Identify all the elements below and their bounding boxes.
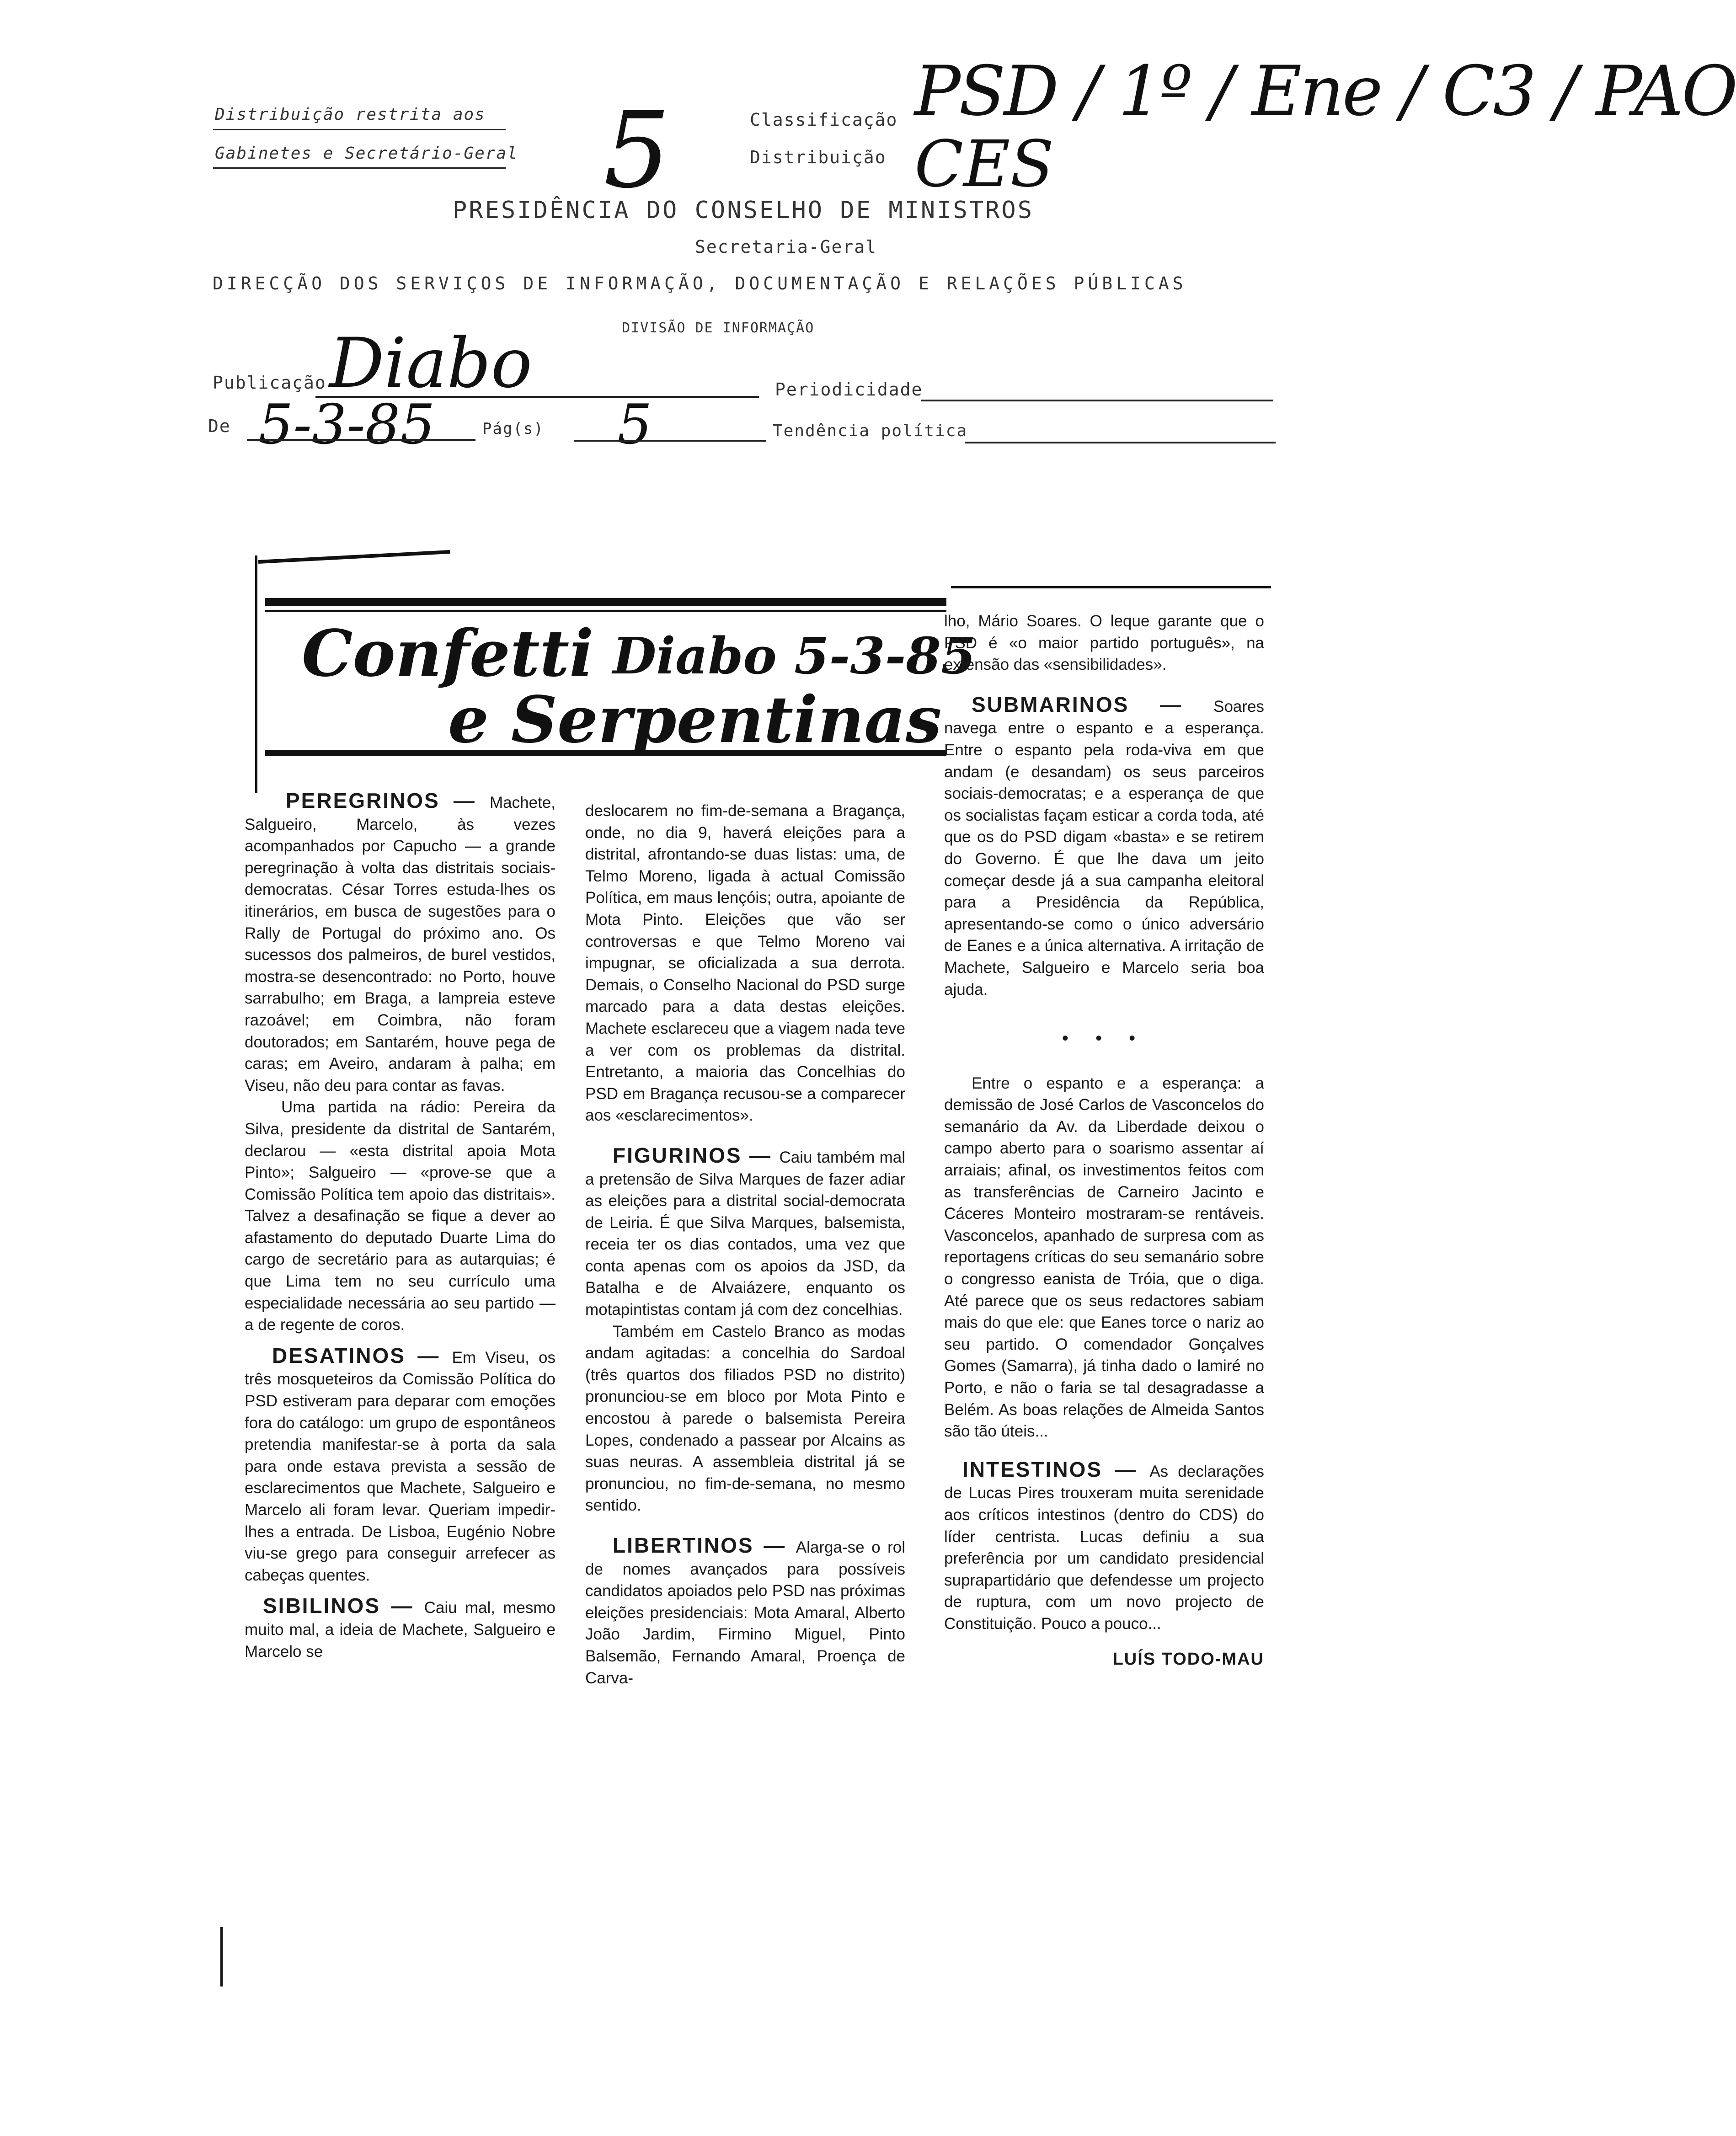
para-submarinos [944, 694, 1264, 1000]
para-partida [245, 1096, 556, 1336]
column-2 [585, 800, 905, 1689]
title-top-rule-thin [265, 610, 946, 612]
paragraph-text: deslocarem no fim-de-semana a Bragança, onde, no dia 9, haverá eleições para a distrital, afrontando-se duas listas: uma, de Telmo Moreno, ligada à actual Comissão Política, em maus lençóis; outra, apoiante de Mota Pinto. Eleições que vão ser controversas e que Telmo Moreno vai impugnar, se oficializada a sua derrota. Demais, o Conselho Nacional do PSD surge marcado para a data destas eleições. Machete esclareceu que a viagem nada teve a ver com os problemas da distrital. Entretanto, a maioria das Concelhias do PSD em Bragança recusou-se a comparecer aos «esclarecimentos». [585, 802, 905, 1125]
presidency-heading: PRESIDÊNCIA DO CONSELHO DE MINISTROS [453, 197, 1034, 224]
handwritten-code: PSD / 1º / Ene / C3 / PAO [914, 52, 1736, 131]
tendencia-underline [965, 442, 1276, 443]
para-intestinos [944, 1459, 1264, 1635]
distribution-underline-2 [213, 167, 506, 169]
para-libertinos [585, 1535, 905, 1689]
pags-value: 5 [617, 393, 652, 457]
paragraph-text: lho, Mário Soares. O leque garante que o PSD é «o maior partido português», na extensão das «sensibilidades». [944, 612, 1264, 674]
paragraph-text: Também em Castelo Branco as modas andam agitadas: a concelhia do Sardoal (três quartos dos filiados PSD no distrito) pronunciou-se em bloco por Mota Pinto e encostou à parede o balsemista Pereira Lopes, condenado a passear por Alcains as suas neuras. A assembleia distrital já se pronunciou, no fim-de-semana, no mesmo sentido. [585, 1322, 905, 1515]
secretaria-heading: Secretaria-Geral [695, 237, 877, 257]
paragraph-text: Em Viseu, os três mosqueteiros da Comissão Política do PSD estiveram para deparar com emoções fora do catálogo: um grupo de espontâneos pretendia manifestar-se à porta da sala para onde estava prevista a sessão de esclarecimentos que Machete, Salgueiro e Marcelo ali foram levar. Queriam impedir-lhes a entrada. De Lisboa, Eugénio Nobre viu-se grego para conseguir arrefecer as cabeças quentes. [245, 1348, 556, 1584]
divisao-heading: DIVISÃO DE INFORMAÇÃO [622, 320, 815, 336]
byline: LUÍS TODO-MAU [1112, 1649, 1264, 1669]
paragraph-text: Entre o espanto e a esperança: a demissão de José Carlos de Vasconcelos do semanário da Av. da Liberdade deixou o campo aberto para o soarismo assentar aí arraiais; afinal, os investimentos feitos com as transferências de Carneiro Jacinto e Cáceres Monteiro mostraram-se rentáveis. Vasconcelos, apanhado de surpresa com as reportagens críticas do seu semanário sobre o congresso eanista de Tróia, que o diga. Até parece que os seus redactores sabiam mais do que ele: que Eanes torce o nariz ao seu partido. O comendador Gonçalves Gomes (Samarra), já tinha dado o lamiré no Porto, e não o faria se tal desagradasse a Belém. As boas relações de Almeida Santos são tão úteis... [944, 1074, 1264, 1441]
pags-underline [574, 440, 766, 442]
handwritten-number-5: 5 [604, 90, 671, 212]
paragraph-text: As declarações de Lucas Pires trouxeram muita serenidade aos críticos intestinos (dentro do CDS) do líder centrista. Lucas definiu a sua preferência por um candidato presidencial suprapartidário que defendesse um projecto de ruptura, com um novo projecto de Constituição. Pouco a pouco... [944, 1462, 1264, 1633]
section-head-peregrinos: PEREGRINOS — [286, 789, 490, 812]
para-figurinos [585, 1145, 905, 1321]
section-head-desatinos: DESATINOS — [272, 1343, 452, 1367]
pags-label: Pág(s) [482, 420, 544, 438]
publicacao-value: Diabo [329, 324, 532, 403]
distribution-underline-1 [213, 129, 506, 130]
distribuicao-label: Distribuição [750, 147, 887, 167]
article-title-line-1: Confetti [302, 616, 594, 691]
periodicidade-underline [921, 400, 1273, 401]
periodicidade-label: Periodicidade [775, 379, 923, 400]
distribution-line-1: Distribuição restrita aos [215, 105, 486, 124]
para-espanto [944, 1073, 1264, 1442]
de-label: De [208, 416, 231, 436]
section-head-libertinos: LIBERTINOS — [613, 1533, 796, 1557]
clip-left-edge [255, 555, 257, 793]
paragraph-text: Machete, Salgueiro, Marcelo, às vezes acompanhados por Capucho — a grande peregrinação à volta das distritais sociais-democratas. César Torres estuda-lhes os itinerários, em busca de sugestões para o Rally de Portugal do próximo ano. Os sucessos dos palmeiros, de burel vestidos, mostra-se desencontrado: no Porto, houve sarrabulho; em Braga, a lampreia esteve razoável; em Coimbra, não foram doutorados; em Santarém, houve pega de caras; em Aveiro, andaram à palha; em Viseu, não deu para contar as favas. [245, 794, 556, 1095]
paragraph-text: Uma partida na rádio: Pereira da Silva, presidente da distrital de Santarém, declarou — «esta distrital apoia Mota Pinto»; Salgueiro — «prove-se que a Comissão Política tem apoio das distritais». Talvez a desafinação se fique a dever ao afastamento do deputado Duarte Lima do cargo de secretário para as autarquias; é que Lima tem no seu currículo uma especialidade necessária ao seu partido — a de regente de coros. [245, 1098, 556, 1334]
para-castelo-branco [585, 1321, 905, 1517]
handwritten-stamp: Diabo 5-3-85 [613, 626, 976, 685]
section-head-sibilinos: SIBILINOS — [263, 1594, 424, 1618]
column-1 [245, 790, 556, 1662]
para-deslocarem [585, 800, 905, 1127]
title-top-rule [265, 598, 946, 606]
paragraph-text: Soares navega entre o espanto e a esperança. Entre o espanto pela roda-viva em que andam (e desandam) os seus parceiros sociais-democratas; e a esperança de que os socialistas façam esticar a corda toda, até que os do PSD digam «basta» e se retirem do Governo. É que lhe dava um jeito começar desde já a sua campanha eleitoral para a Presidência da República, apresentando-se como o único adversário de Eanes e a única alternativa. A irritação de Machete, Salgueiro e Marcelo seria boa ajuda. [944, 697, 1264, 999]
para-desatinos [245, 1345, 556, 1586]
classificacao-label: Classificação [750, 110, 898, 130]
para-peregrinos [245, 790, 556, 1096]
date-underline [247, 439, 475, 441]
handwritten-ces: CES [914, 127, 1054, 202]
direccao-heading: DIRECÇÃO DOS SERVIÇOS DE INFORMAÇÃO, DOCUMENTAÇÃO E RELAÇÕES PÚBLICAS [213, 273, 1187, 294]
paragraph-text: Caiu mal, mesmo muito mal, a ideia de Machete, Salgueiro e Marcelo se [245, 1599, 556, 1661]
article-title-line-2: e Serpentinas [448, 683, 942, 758]
publicacao-label: Publicação [213, 373, 326, 393]
section-head-intestinos: INTESTINOS — [962, 1457, 1150, 1481]
paragraph-text: Caiu também mal a pretensão de Silva Marques de fazer adiar as eleições para a distrital social-democrata de Leiria. É que Silva Marques, balsemista, receia ter os dias contados, uma vez que conta apenas com os apoios da JSD, da Batalha e de Alvaiázere, enquanto os motapintistas contam já com dez concelhias. [585, 1148, 905, 1319]
col3-top-rule [951, 586, 1271, 588]
para-lho [944, 610, 1264, 676]
distribution-line-2: Gabinetes e Secretário-Geral [215, 144, 518, 163]
date-value: 5-3-85 [258, 393, 435, 457]
clip-bottom-left [220, 1927, 223, 1986]
paragraph-text: Alarga-se o rol de nomes avançados para possíveis candidatos apoiados pelo PSD nas próximas eleições presidenciais: Mota Amaral, Alberto João Jardim, Firmino Miguel, Pinto Balsemão, Fernando Amaral, Proença de Carva- [585, 1538, 906, 1687]
section-separator-dots: • • • [1062, 1028, 1147, 1049]
top-wave-rule [258, 550, 450, 564]
tendencia-label: Tendência política [773, 422, 968, 440]
para-sibilinos [245, 1595, 556, 1662]
section-head-figurinos: FIGURINOS — [613, 1143, 780, 1167]
section-head-submarinos: SUBMARINOS — [972, 692, 1214, 716]
column-3 [944, 610, 1264, 1670]
